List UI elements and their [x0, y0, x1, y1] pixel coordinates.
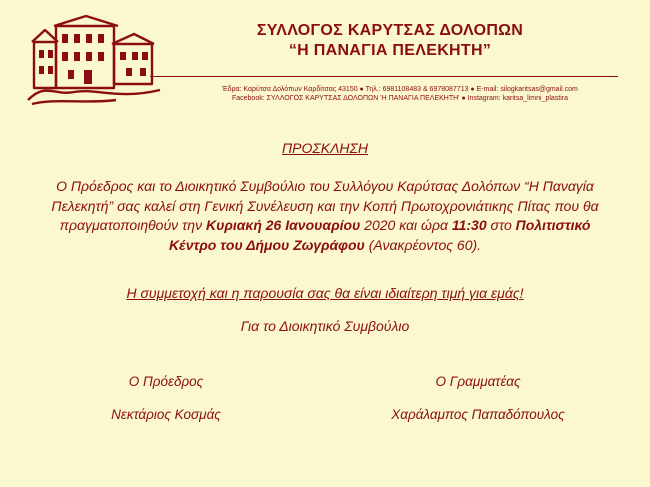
- secretary-name: Χαράλαμπος Παπαδόπουλος: [391, 407, 565, 422]
- for-board-line: Για το Διοικητικό Συμβούλιο: [240, 318, 410, 334]
- venue-address: (Ανακρέοντος 60).: [364, 236, 482, 253]
- secretary-role: Ο Γραμματέας: [435, 374, 521, 389]
- president-name: Νεκτάριος Κοσμάς: [111, 407, 221, 422]
- header-divider: [150, 76, 618, 77]
- org-name-line2: “Η ΠΑΝΑΓΙΑ ΠΕΛΕΚΗΤΗ”: [288, 42, 492, 59]
- contact-info-line2: Facebook: ΣΥΛΛΟΓΟΣ ΚΑΡΥΤΣΑΣ ΔΟΛΟΠΩΝ 'Η ΠΑΝΑΓΙΑ ΠΕΛΕΚΗΤΗ' ● Instagram: karitsa_limni_plastira: [231, 95, 569, 102]
- contact-info-line1: Έδρα: Καρύτσα Δολόπων Καρδίτσας 43150 ● Τηλ.: 6981108483 & 6978087713 ● E-mail: silogkaritsas@gmail.com: [222, 86, 578, 93]
- monastery-logo-icon: [26, 12, 162, 106]
- invitation-body: [40, 177, 610, 255]
- org-name-line1: ΣΥΛΛΟΓΟΣ ΚΑΡΥΤΣΑΣ ΔΟΛΟΠΩΝ: [256, 22, 524, 39]
- participation-note: Η συμμετοχή και η παρουσία σας θα είναι ιδιαίτερη τιμή για εμάς!: [126, 285, 524, 301]
- event-date: Κυριακή 26 Ιανουαρίου: [205, 217, 361, 233]
- invitation-body-text: στο: [486, 217, 516, 233]
- invitation-title: ΠΡΟΣΚΛΗΣΗ: [281, 140, 369, 156]
- president-role: Ο Πρόεδρος: [128, 374, 204, 389]
- invitation-body-text: Ο Πρόεδρος και το Διοικητικό Συμβούλιο του Συλλόγου Καρύτσας Δολόπων “Η Παναγία Πελεκητή” σας καλεί στη Γενική Συνέλευση και την Κοπή Πρωτοχρονιάτικης Πίτας που θα πραγματοποιηθούν την: [51, 178, 599, 233]
- invitation-body-text: 2020 και ώρα: [360, 217, 452, 233]
- event-venue: Πολιτιστικό Κέντρο του Δήμου Ζωγράφου: [168, 217, 591, 253]
- event-time: 11:30: [451, 217, 487, 233]
